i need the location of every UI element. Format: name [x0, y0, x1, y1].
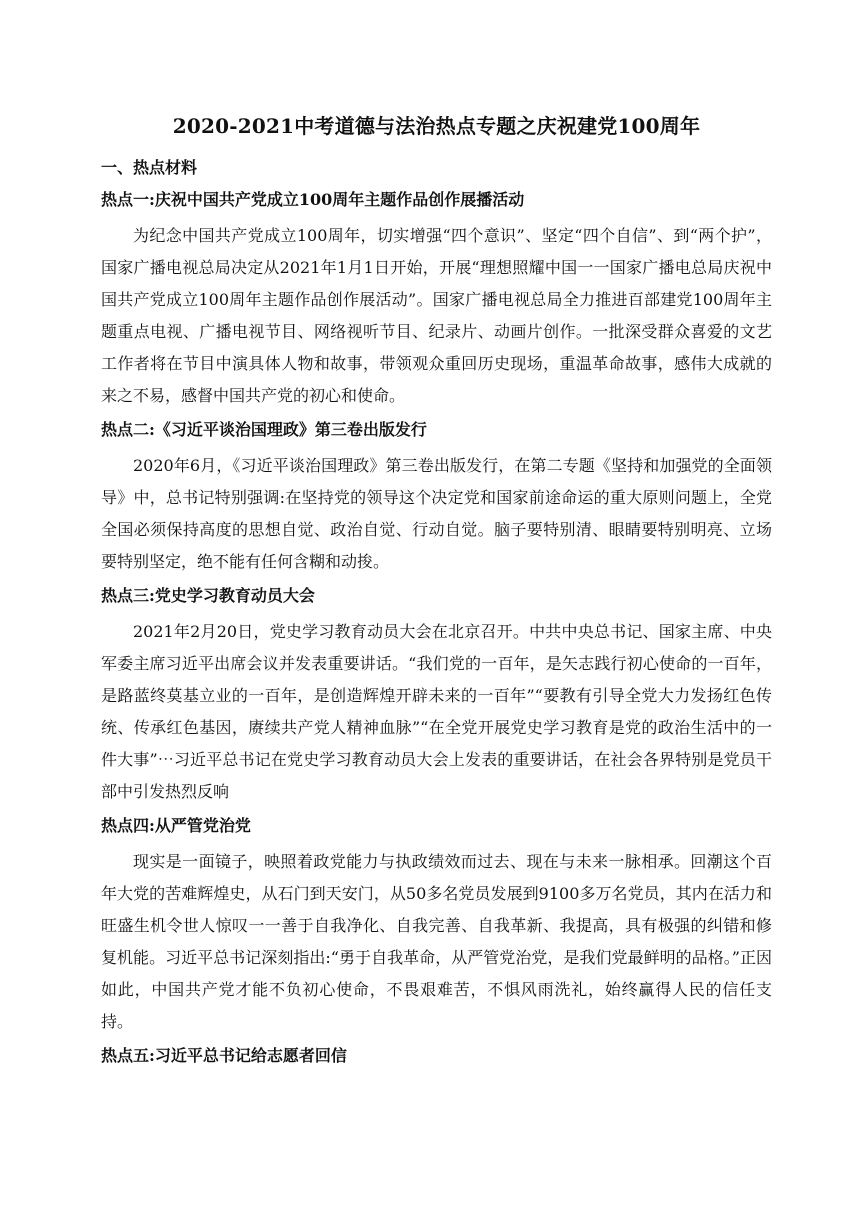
document-title: 2020-2021中考道德与法治热点专题之庆祝建党100周年	[172, 114, 701, 138]
section-title: 一、热点材料	[101, 158, 198, 177]
hotspot-2-paragraph: 2020年6月，《习近平谈治国理政》第三卷出版发行，在第二专题《坚持和加强党的全面领导》中，总书记特别强调:在坚持党的领导这个决定党和国家前途命运的重大原则问题上，全党全国必须保持高度的思想自觉、政治自觉、行动自觉。脑子要特别清、眼睛要特别明亮、立场要特别坚定，绝不能有任何含糊和动捘。	[101, 456, 772, 571]
hotspot-3-title: 热点三:党史学习教育动员大会	[101, 586, 315, 605]
hotspot-3-paragraph: 2021年2月20日，党史学习教育动员大会在北京召开。中共中央总书记、国家主席、中央军委主席习近平出席会议并发表重要讲话。“我们党的一百年，是矢志践行初心使命的一百年，是路蓝终莫基立业的一百年，是创造辉煌开辟未来的一百年”“要教有引导全党大力发扬红色传统、传承红色基因，赓续共产党人精神血脉”“在全党开展党史学习教育是党的政治生活中的一件大事”⋯习近平总书记在党史学习教育动员大会上发表的重要讲话，在社会各界特别是党员干部中引发热烈反响	[101, 622, 772, 801]
hotspot-2-title: 热点二:《习近平谈治国理政》第三卷出版发行	[101, 420, 427, 439]
hotspot-1-paragraph: 为纪念中国共产党成立100周年，切实增强“四个意识”、坚定“四个自信”、到“两个护”，国家广播电视总局决定从2021年1月1日开始，开展“理想照耀中国一一国家广播电总局庆祝中国共产党成立100周年主题作品创作展活动”。国家广播电视总局全力推进百部建党100周年主题重点电视、广播电视节目、网络视听节目、纪录片、动画片创作。一批深受群众喜爱的文艺工作者将在节目中演具体人物和故事，带领观众重回历史现场，重温革命故事，感伟大成就的来之不易，感督中国共产党的初心和使命。	[101, 226, 772, 405]
hotspot-1-title: 热点一:庆祝中国共产党成立100周年主题作品创作展播活动	[101, 190, 525, 209]
hotspot-4-title: 热点四:从严管党治党	[101, 816, 251, 835]
hotspot-4-paragraph: 现实是一面镜子，映照着政党能力与执政绩效而过去、现在与未来一脉相承。回潮这个百年大党的苦难辉煌史，从石门到天安门，从50多名党员发展到9100多万名党员，其内在活力和旺盛生机令世人惊叹一一善于自我净化、自我完善、自我革新、我提高，具有极强的纠错和修复机能。习近平总书记深刻指出:“勇于自我革命，从严管党治党，是我们党最鲜明的品格。”正因如此，中国共产党才能不负初心使命，不畏艰难苦，不惧风雨洗礼，始终赢得人民的信任支持。	[101, 852, 772, 1031]
hotspot-5-title: 热点五:习近平总书记给志愿者回信	[101, 1046, 347, 1065]
